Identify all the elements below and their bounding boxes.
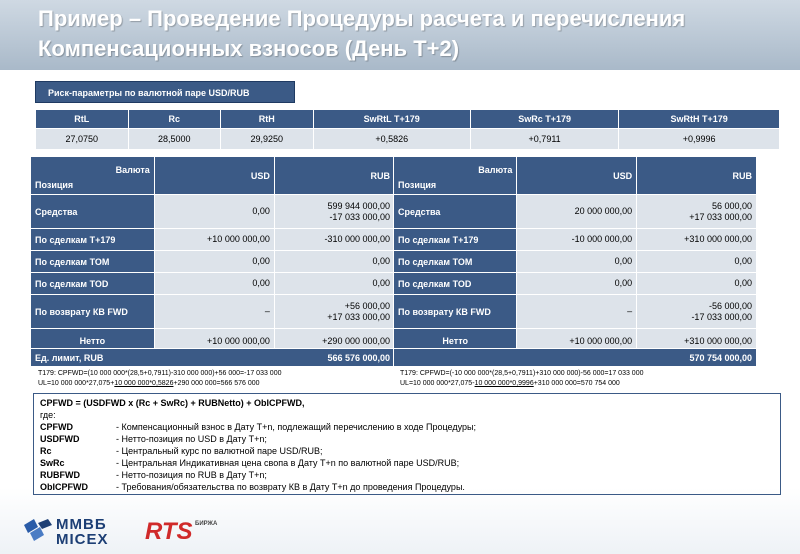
cell-rub: +290 000 000,00: [274, 329, 394, 354]
calc-ul-part-underlined: 10 000 000*0,9996: [474, 380, 534, 387]
risk-value-rtl: 27,0750: [36, 129, 129, 150]
unified-limit-left: [30, 348, 395, 367]
formula-desc: - Компенсационный взнос в Дату Т+n, подлежащий перечислению в ходе Процедуры;: [116, 422, 476, 432]
formula-term: ObICPFWD: [40, 482, 88, 492]
table-row: [394, 251, 757, 273]
unified-limit-value: 570 754 000,00: [689, 353, 752, 363]
cell-usd: +10 000 000,00: [154, 229, 274, 251]
formula-line: [40, 433, 774, 445]
risk-params-label: Риск-параметры по валютной паре USD/RUB: [35, 81, 295, 103]
row-label: По возврату КВ FWD: [394, 295, 517, 329]
calculation-left: [38, 369, 282, 389]
cell-rub: 0,00: [274, 273, 394, 295]
risk-header-swrth: SwRtH Т+179: [619, 110, 780, 129]
calc-cpfwd: Т179: CPFWD=(-10 000 000*(28,5+0,7911)+310 000 000)-56 000=17 033 000: [400, 370, 644, 377]
risk-value-swrth: +0,9996: [619, 129, 780, 150]
formula-desc: - Нетто-позиция по RUB в Дату Т+n;: [116, 470, 267, 480]
calc-cpfwd: Т179: CPFWD=(10 000 000*(28,5+0,7911)-310 000 000)+56 000=-17 033 000: [38, 370, 282, 377]
row-label: По возврату КВ FWD: [31, 295, 155, 329]
calc-ul-part-a: UL=10 000 000*27,075-: [400, 380, 475, 387]
header-corner: [394, 157, 517, 195]
micex-logo-text: MICEX: [56, 531, 109, 548]
risk-header-swrc: SwRc Т+179: [470, 110, 618, 129]
cell-rub: -310 000 000,00: [274, 229, 394, 251]
header-corner: [31, 157, 155, 195]
formula-line: [40, 457, 774, 469]
cell-usd: –: [517, 295, 637, 329]
mmvb-logo-text: ММВБ: [56, 516, 107, 533]
risk-header-rc: Rc: [128, 110, 221, 129]
cell-usd: 0,00: [154, 273, 274, 295]
rts-logo-subtext: БИРЖА: [195, 521, 218, 527]
cell-rub: 0,00: [274, 251, 394, 273]
formula-where: где:: [40, 410, 56, 420]
cell-rub: +310 000 000,00: [637, 329, 757, 354]
formula-term: RUBFWD: [40, 470, 80, 480]
calc-ul-part-a: UL=10 000 000*27,075+: [38, 380, 115, 387]
calc-ul: [38, 379, 282, 389]
row-label: По сделкам TOD: [31, 273, 155, 295]
row-label: Средства: [394, 195, 517, 229]
mmvb-logo: [24, 515, 134, 549]
formula-head: CPFWD = (USDFWD x (Rc + SwRc) + RUBNetto) + ObICPFWD,: [40, 398, 305, 408]
mmvb-mark-icon: [24, 519, 52, 543]
row-label: По сделкам TOD: [394, 273, 517, 295]
cell-usd: +10 000 000,00: [154, 329, 274, 354]
calculation-right: [400, 369, 644, 389]
risk-header-swrtl: SwRtL Т+179: [313, 110, 470, 129]
table-row: [394, 195, 757, 229]
calc-ul: [400, 379, 644, 389]
row-label: Нетто: [394, 329, 517, 354]
unified-limit-value: 566 576 000,00: [327, 353, 390, 363]
risk-params-table: [35, 109, 780, 150]
header-currency: Валюта: [115, 165, 150, 175]
unified-limit-label: Ед. лимит, RUB: [35, 353, 104, 363]
row-label: Нетто: [31, 329, 155, 354]
calc-ul-part-b: +310 000 000=570 754 000: [533, 380, 620, 387]
header-currency: Валюта: [478, 165, 513, 175]
cell-rub: 0,00: [637, 251, 757, 273]
table-row: [31, 295, 395, 329]
table-row: [31, 229, 395, 251]
formula-line: [40, 469, 774, 481]
cell-usd: +10 000 000,00: [517, 329, 637, 354]
table-row: [31, 195, 395, 229]
calc-ul-part-b: +290 000 000=566 576 000: [173, 380, 260, 387]
position-table-right: [393, 156, 757, 354]
cell-usd: –: [154, 295, 274, 329]
rts-logo: [145, 518, 225, 548]
formula-desc: - Нетто-позиция по USD в Дату Т+n;: [116, 434, 267, 444]
cell-rub: +56 000,00 +17 033 000,00: [274, 295, 394, 329]
formula-line: [40, 445, 774, 457]
cell-usd: 0,00: [517, 273, 637, 295]
header-usd: USD: [154, 157, 274, 195]
formula-term: Rc: [40, 446, 52, 456]
cell-rub: 599 944 000,00 -17 033 000,00: [274, 195, 394, 229]
row-label: По сделкам Т+179: [394, 229, 517, 251]
position-table-left: [30, 156, 395, 354]
risk-header-rth: RtH: [221, 110, 314, 129]
cell-rub: -56 000,00 -17 033 000,00: [637, 295, 757, 329]
slide-title: Пример – Проведение Процедуры расчета и перечисления Компенсационных взносов (День Т+2): [38, 6, 686, 61]
cell-usd: 0,00: [154, 251, 274, 273]
row-label: По сделкам TOM: [394, 251, 517, 273]
formula-desc: - Требования/обязательства по возврату КВ в Дату Т+n до проведения Процедуры.: [116, 482, 465, 492]
header-position: Позиция: [35, 180, 74, 190]
risk-value-rc: 28,5000: [128, 129, 221, 150]
risk-value-rth: 29,9250: [221, 129, 314, 150]
table-row: [394, 295, 757, 329]
cell-usd: 20 000 000,00: [517, 195, 637, 229]
cell-usd: 0,00: [517, 251, 637, 273]
formula-term: SwRc: [40, 458, 65, 468]
calc-ul-part-underlined: 10 000 000*0,5826: [114, 380, 174, 387]
cell-rub: 0,00: [637, 273, 757, 295]
table-row: [31, 273, 395, 295]
table-row: [394, 229, 757, 251]
cell-usd: 0,00: [154, 195, 274, 229]
header-position: Позиция: [398, 180, 437, 190]
formula-term: USDFWD: [40, 434, 80, 444]
cell-rub: +310 000 000,00: [637, 229, 757, 251]
risk-value-swrc: +0,7911: [470, 129, 618, 150]
formula-box: [33, 393, 781, 495]
formula-desc: - Центральная Индикативная цена свопа в Дату Т+n по валютной паре USD/RUB;: [116, 458, 460, 468]
header-rub: RUB: [637, 157, 757, 195]
risk-value-swrtl: +0,5826: [313, 129, 470, 150]
row-label: По сделкам Т+179: [31, 229, 155, 251]
table-row: [31, 251, 395, 273]
cell-usd: -10 000 000,00: [517, 229, 637, 251]
row-label: По сделкам TOM: [31, 251, 155, 273]
formula-term: CPFWD: [40, 422, 73, 432]
header-rub: RUB: [274, 157, 394, 195]
formula-line: [40, 481, 774, 493]
header-usd: USD: [517, 157, 637, 195]
row-label: Средства: [31, 195, 155, 229]
formula-line: [40, 421, 774, 433]
risk-header-rtl: RtL: [36, 110, 129, 129]
cell-rub: 56 000,00 +17 033 000,00: [637, 195, 757, 229]
formula-desc: - Центральный курс по валютной паре USD/RUB;: [116, 446, 323, 456]
unified-limit-right: [393, 348, 757, 367]
table-row: [394, 273, 757, 295]
rts-logo-text: RTS: [145, 518, 193, 545]
